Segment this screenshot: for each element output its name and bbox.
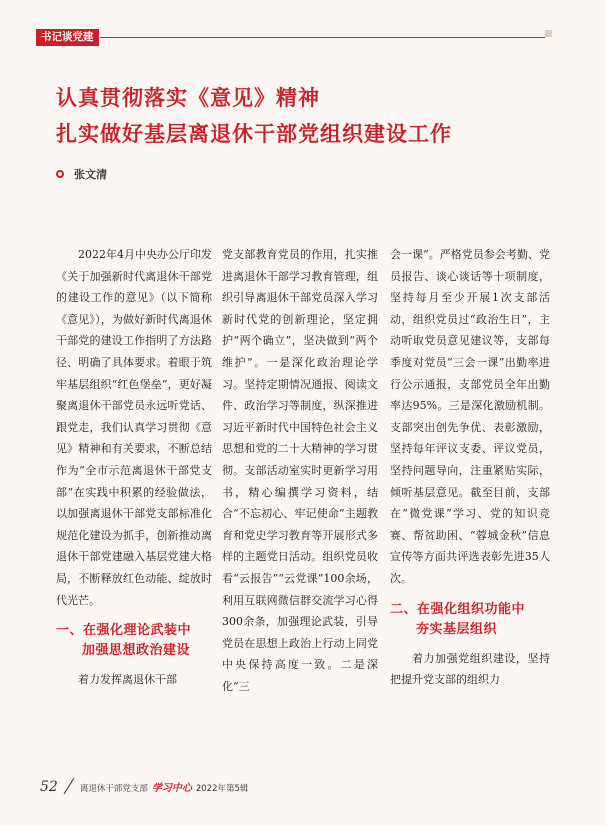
page-number: 52 xyxy=(40,779,58,795)
body-column-1 xyxy=(56,244,212,691)
issue-label: 2022年第5辑 xyxy=(195,784,249,794)
title-line-1: 认真贯彻落实《意见》精神 xyxy=(56,86,320,110)
author-name: 张文清 xyxy=(74,168,107,181)
header-rule-tail xyxy=(545,30,552,37)
page-footer xyxy=(40,775,248,795)
subheading-2 xyxy=(390,600,550,640)
paragraph: 2022年4月中央办公厅印发《关于加强新时代离退休干部党的建设工作的意见》（以下简称《意见》），为做好新时代离退休干部党的建设工作指明了方法路径、明确了具体要求。着眼于筑牢基层组织“红色堡垒”，更好凝聚离退休干部党员永远听党话、跟党走，我们认真学习贯彻《意见》精神和有关要求，不断总结作为“全市示范离退休干部党支部”在实践中积累的经验做法，以加强离退休干部党支部标准化规范化建设为抓手，创新推动离退休干部党建融入基层党建大格局，不断释放红色动能、绽放时代光芒。 xyxy=(56,248,212,607)
subheading-line: 夯实基层组织 xyxy=(416,621,498,637)
body-column-3 xyxy=(390,244,550,691)
magazine-logo: 学习中心 xyxy=(151,783,192,794)
body-column-2 xyxy=(222,244,378,697)
circle-bullet-icon xyxy=(56,170,64,178)
subheading-line: 加强思想政治建设 xyxy=(82,643,191,659)
subheading-1 xyxy=(56,621,212,661)
paragraph: 会一课”。严格党员参会考勤、党员报告、谈心谈话等十项制度，坚持每月至少开展1次支部活动，组织党员过“政治生日”，主动听取党员意见建议等，支部每季度对党员“三会一课”出勤率进行公示通报，支部党员全年出勤率达95%。三是深化激励机制。支部突出创先争优、表彰激励，坚持每年评议支委、评议党员，坚持问题导向，注重紧贴实际，倾听基层意见。截至目前，支部在“微党课”学习、党的知识竞赛、帮贫助困、“蓉城金秋”信息宣传等方面共评选表彰先进35人次。 xyxy=(390,248,550,585)
paragraph: 着力加强党组织建设，坚持把提升党支部的组织力 xyxy=(390,651,550,687)
paragraph: 党支部教育党员的作用，扎实推进离退休干部学习教育管理，组织引导离退休干部党员深入学习新时代党的创新理论，坚定拥护“两个确立”，坚决做到“两个维护”。一是深化政治理论学习。坚持定期情况通报、阅读文件、政治学习等制度，纵深推进习近平新时代中国特色社会主义思想和党的二十大精神的学习贯彻。支部活动室实时更新学习用书，精心编撰学习资料，结合“不忘初心、牢记使命”主题教育和党史学习教育等开展形式多样的主题党日活动。组织党员收看“云报告”“云党课”100余场，利用互联网微信群交流学习心得300余条，加强理论武装，引导党员在思想上政治上行动上同党中央保持高度一致。二是深化“三 xyxy=(222,248,378,693)
journal-name: 离退休干部党支部 xyxy=(79,784,148,794)
title-line-2: 扎实做好基层离退休干部党组织建设工作 xyxy=(56,122,452,146)
header-rule xyxy=(100,37,545,38)
section-tag: 书记谈党建 xyxy=(36,29,99,46)
paragraph: 着力发挥离退休干部 xyxy=(78,673,177,687)
slash-divider-icon xyxy=(62,778,76,794)
author-row xyxy=(56,166,107,182)
subheading-line: 一、在强化理论武装中 xyxy=(56,623,192,639)
subheading-line: 二、在强化组织功能中 xyxy=(390,601,526,617)
